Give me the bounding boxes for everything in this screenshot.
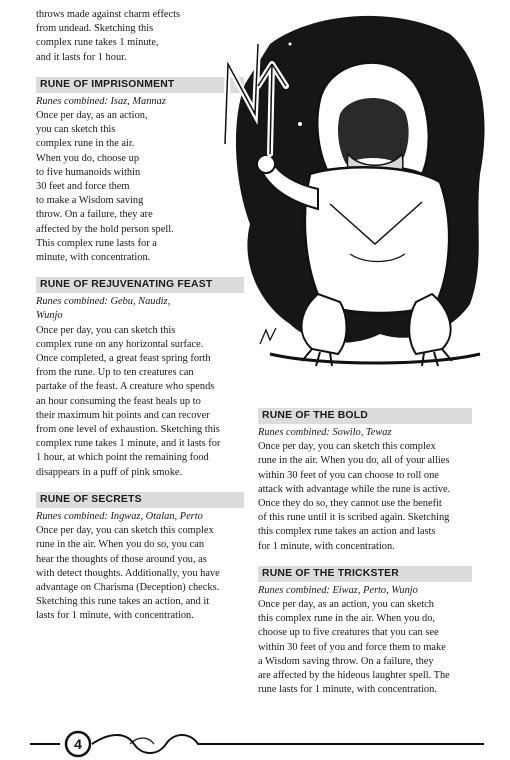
- text-line: choose up to five creatures that you can see: [258, 627, 439, 639]
- text-line: 1 hour, at which point the remaining food: [36, 452, 209, 464]
- text-line: Once per day, as an action,: [36, 110, 148, 122]
- text-line: you can sketch this: [36, 124, 116, 136]
- text-line: hear the thoughts of those around you, as: [36, 553, 207, 565]
- text-line: Once per day, you can sketch this complex: [36, 525, 214, 537]
- text-line: with detect thoughts. Additionally, you have: [36, 567, 220, 579]
- text-line: within 30 feet of you can choose to roll one: [258, 469, 439, 481]
- text-line: throws made against charm effects: [36, 9, 181, 20]
- text-line: complex rune on any horizontal surface.: [36, 338, 204, 350]
- text-line: complex rune takes 1 minute, and it lasts for: [36, 438, 221, 450]
- section-heading: RUNE OF THE TRICKSTER: [258, 566, 472, 582]
- text-line: affected by the hold person spell.: [36, 223, 174, 235]
- right-column: [258, 408, 472, 697]
- text-line: Once per day, you can sketch this: [36, 324, 176, 336]
- text-line: Sketching this rune takes an action, and it: [36, 596, 210, 608]
- text-line: their maximum hit points and can recover: [36, 409, 210, 421]
- section-heading: RUNE OF REJUVENATING FEAST: [36, 277, 244, 293]
- text-line: an hour consuming the feast heals up to: [36, 395, 201, 407]
- text-line: complex rune in the air.: [36, 138, 135, 150]
- page-footer: [30, 728, 484, 758]
- text-line: disappears in a puff of pink smoke.: [36, 466, 183, 478]
- page-number: 4: [74, 736, 82, 752]
- text-line: and it lasts for 1 hour.: [36, 51, 127, 63]
- section-body: [258, 440, 472, 554]
- section-body: [36, 524, 244, 623]
- text-line: attack with advantage while the rune is active.: [258, 483, 451, 495]
- text-line: within 30 feet of you and force them to make: [258, 641, 446, 653]
- text-line: throw. On a failure, they are: [36, 209, 153, 221]
- section-heading: RUNE OF IMPRISONMENT: [36, 77, 244, 93]
- text-line: This complex rune lasts for a: [36, 237, 157, 249]
- text-line: to five humanoids within: [36, 166, 141, 178]
- section-trickster: [258, 566, 472, 698]
- text-line: this complex rune in the air. When you do,: [258, 613, 435, 625]
- text-line: this complex rune takes an action and lasts: [258, 526, 436, 538]
- text-line: Once they do so, they cannot use the benefit: [258, 498, 442, 510]
- runes-combined: Runes combined: Gebu, Naudiz,: [36, 296, 171, 308]
- text-line: rune in the air. When you do so, you can: [36, 539, 205, 551]
- text-line: lasts for 1 minute, with concentration.: [36, 610, 194, 622]
- section-heading: RUNE OF SECRETS: [36, 492, 244, 508]
- text-line: minute, with concentration.: [36, 252, 151, 264]
- text-line: a Wisdom saving throw. On a failure, they: [258, 655, 434, 667]
- text-line: rune lasts for 1 minute, with concentration.: [258, 684, 437, 696]
- text-line: complex rune takes 1 minute,: [36, 37, 159, 49]
- hooded-rune-caster-illustration: [200, 4, 490, 402]
- text-line: from undead. Sketching this: [36, 23, 154, 35]
- text-line: rune in the air. When you do, all of your allies: [258, 455, 450, 467]
- runes-combined: Runes combined: Eiwaz, Perto, Wunjo: [258, 584, 418, 596]
- runes-combined: Runes combined: Sowilo, Tewaz: [258, 427, 392, 438]
- runes-combined: Wunjo: [36, 310, 63, 322]
- text-line: from one level of exhaustion. Sketching this: [36, 424, 220, 436]
- text-line: advantage on Charisma (Deception) checks.: [36, 581, 220, 593]
- text-line: from the rune. Up to ten creatures can: [36, 367, 194, 379]
- text-line: to make a Wisdom saving: [36, 195, 144, 207]
- text-line: Once per day, as an action, you can sketch: [258, 599, 434, 611]
- text-line: for 1 minute, with concentration.: [258, 540, 395, 552]
- section-bold: [258, 408, 472, 554]
- section-secrets: [36, 492, 244, 624]
- runes-combined: Runes combined: Isaz, Mannaz: [36, 95, 166, 107]
- text-line: When you do, choose up: [36, 152, 140, 164]
- section-heading: RUNE OF THE BOLD: [258, 408, 472, 424]
- text-line: Once completed, a great feast spring forth: [36, 353, 211, 365]
- text-line: are affected by the hideous laughter spell. The: [258, 670, 450, 682]
- section-body: [258, 598, 472, 697]
- text-line: of this rune until it is scribed again. Sketching: [258, 512, 450, 524]
- text-line: Once per day, you can sketch this complex: [258, 441, 436, 453]
- text-line: partake of the feast. A creature who spends: [36, 381, 215, 393]
- text-line: 30 feet and force them: [36, 181, 130, 193]
- runes-combined: Runes combined: Ingwaz, Otalan, Perto: [36, 510, 203, 522]
